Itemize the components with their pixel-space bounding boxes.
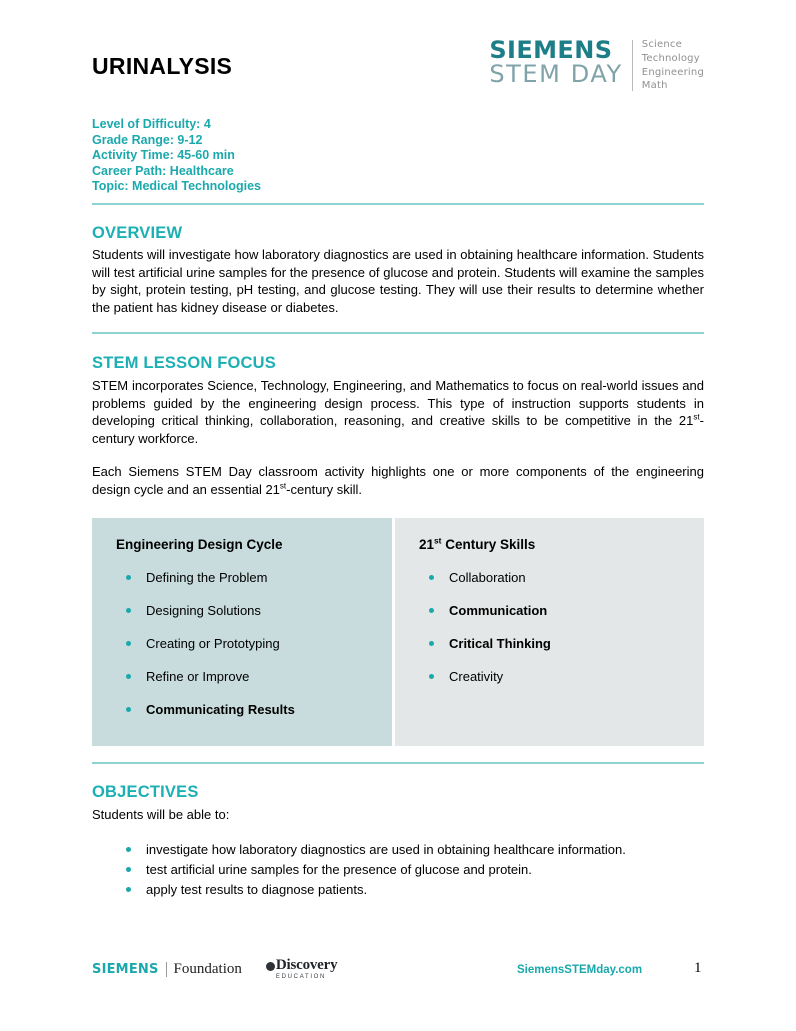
overview-section [92, 224, 704, 317]
list-item [449, 570, 688, 585]
stem-lesson-focus-paragraph-2 [92, 463, 704, 498]
objectives-intro: Students will be able to: [92, 806, 230, 822]
discovery-name-text: Discovery [275, 957, 338, 973]
bullet-icon [126, 608, 131, 613]
list-item-label: Refine or Improve [146, 669, 250, 685]
meta-grade-range: Grade Range: 9-12 [92, 132, 203, 147]
list-item [449, 669, 688, 684]
list-item-label: Critical Thinking [449, 636, 551, 652]
focus-p2-pre: Each Siemens STEM Day classroom activity highlights one or more components of the engineering design cycle and an essential 21 [92, 464, 704, 497]
divider-after-panels [92, 762, 704, 764]
list-item-label: apply test results to diagnose patients. [146, 882, 368, 898]
century-skills-title-pre: 21 [419, 537, 435, 553]
activity-metadata [92, 117, 704, 195]
engineering-design-cycle-panel [92, 518, 392, 746]
bullet-icon [126, 575, 131, 580]
list-item [146, 880, 704, 900]
discovery-subtitle-text: EDUCATION [275, 974, 327, 980]
list-item [146, 702, 376, 717]
focus-p2-post: -century skill. [286, 481, 363, 497]
list-item-label: Creativity [449, 669, 504, 685]
bullet-icon [126, 674, 131, 679]
logo-pillars [633, 38, 704, 93]
list-item-label: test artificial urine samples for the presence of glucose and protein. [146, 862, 532, 878]
page-title: URINALYSIS [92, 53, 233, 79]
century-skills-panel [395, 518, 704, 746]
bullet-icon [126, 707, 131, 712]
engineering-design-cycle-list [108, 570, 376, 717]
list-item [146, 669, 376, 684]
focus-p2-superscript: st [279, 481, 287, 491]
list-item-label: Collaboration [449, 570, 526, 586]
globe-icon [266, 962, 275, 971]
siemens-stem-day-logo [489, 38, 704, 93]
objectives-list [92, 840, 704, 900]
list-item-label: Communicating Results [146, 702, 295, 718]
overview-heading: OVERVIEW [92, 223, 183, 242]
logo-pillar-math: Math [641, 80, 668, 92]
page-footer [92, 958, 704, 998]
list-item [146, 860, 704, 880]
page-content [92, 0, 704, 900]
bullet-icon [126, 867, 131, 872]
list-item-label: Defining the Problem [146, 570, 268, 586]
bullet-icon [429, 641, 434, 646]
list-item [449, 636, 688, 651]
logo-pillar-science: Science [641, 39, 682, 50]
objectives-heading: OBJECTIVES [92, 783, 199, 802]
footer-page-number: 1 [694, 960, 702, 976]
list-item-label: Designing Solutions [146, 603, 261, 619]
footer-website-url[interactable]: SiemensSTEMday.com [517, 964, 643, 976]
list-item [146, 636, 376, 651]
list-item [449, 603, 688, 618]
cycle-and-skills-panels [92, 518, 704, 746]
bullet-icon [429, 608, 434, 613]
meta-topic: Topic: Medical Technologies [92, 179, 262, 193]
list-item [146, 570, 376, 585]
bullet-icon [126, 887, 131, 892]
discovery-wordmark [266, 958, 338, 973]
century-skills-title [419, 537, 688, 553]
meta-level-of-difficulty: Level of Difficulty: 4 [92, 117, 211, 131]
divider-after-overview [92, 332, 704, 334]
logo-pillar-engineering: Engineering [641, 66, 704, 78]
focus-p1-post: -century workforce. [92, 413, 704, 446]
logo-stem-day-text: STEM DAY [489, 60, 623, 89]
bullet-icon [429, 674, 434, 679]
bullet-icon [126, 641, 131, 646]
footer-logo-divider [166, 962, 167, 977]
overview-body: Students will investigate how laboratory diagnostics are used in obtaining healthcare information. Students will test artificial urine samples for the presence of glucose and protein. Students will examine the samples by sight, protein testing, pH testing, and glucose testing. They will use their results to determine whether the patient has kidney disease or diabetes. [92, 247, 704, 315]
page-header [92, 0, 704, 100]
century-skills-title-superscript: st [434, 535, 442, 546]
list-item [146, 603, 376, 618]
bullet-icon [126, 847, 131, 852]
footer-foundation-text: Foundation [173, 960, 242, 977]
list-item-label: investigate how laboratory diagnostics are used in obtaining healthcare information. [146, 842, 626, 858]
focus-p1-superscript: st [693, 412, 700, 422]
logo-siemens-text: SIEMENS [489, 36, 613, 64]
logo-wordmark [489, 38, 631, 87]
stem-lesson-focus-section [92, 354, 704, 498]
stem-lesson-focus-paragraph-1 [92, 377, 704, 447]
list-item-label: Creating or Prototyping [146, 636, 280, 652]
objectives-section [92, 783, 704, 900]
discovery-education-logo [266, 958, 338, 980]
list-item [146, 840, 704, 860]
focus-p1-pre: STEM incorporates Science, Technology, Engineering, and Mathematics to focus on real-world issues and problems guided by the engineering design process. This type of instruction supports students in developing critical thinking, collaboration, reasoning, and creative skills to be competitive in the 21 [92, 378, 704, 429]
list-item-label: Communication [449, 603, 548, 619]
divider-after-metadata [92, 203, 704, 205]
meta-career-path: Career Path: Healthcare [92, 163, 234, 178]
meta-activity-time: Activity Time: 45-60 min [92, 148, 235, 162]
logo-pillar-technology: Technology [641, 52, 700, 64]
stem-lesson-focus-heading: STEM LESSON FOCUS [92, 354, 276, 373]
century-skills-title-post: Century Skills [441, 537, 536, 553]
bullet-icon [429, 575, 434, 580]
footer-siemens-text: SIEMENS [92, 961, 159, 977]
engineering-design-cycle-title: Engineering Design Cycle [116, 537, 283, 553]
century-skills-list [411, 570, 688, 684]
footer-logos [92, 958, 337, 980]
